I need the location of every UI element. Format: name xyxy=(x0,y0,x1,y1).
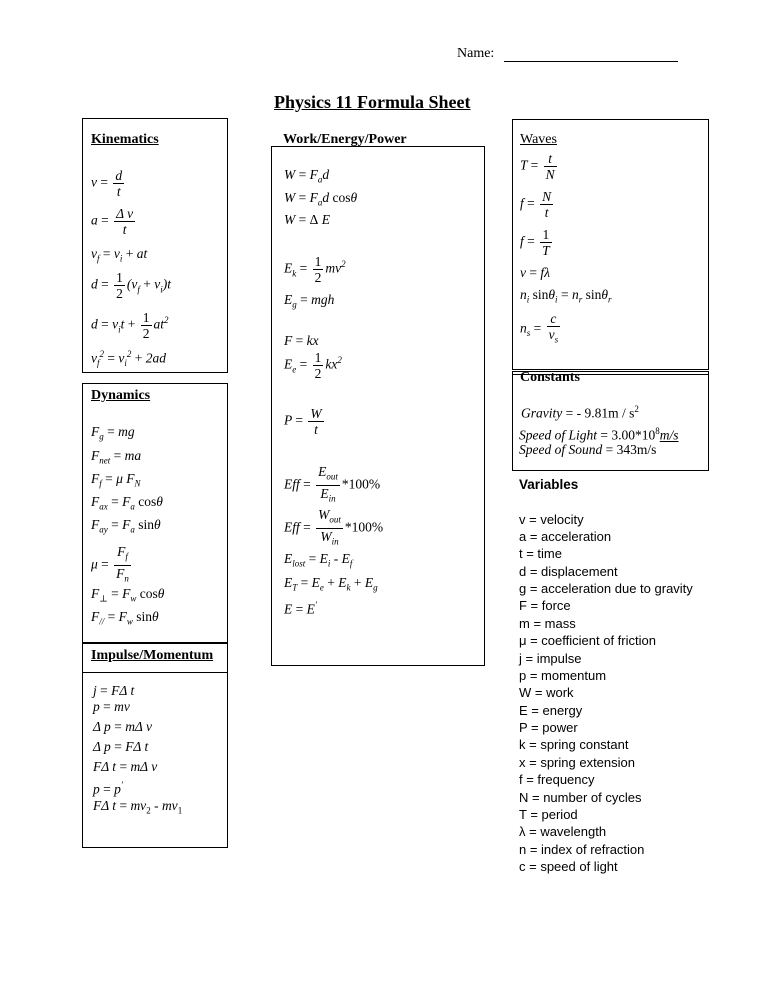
name-field xyxy=(457,46,494,62)
eq-frequency-cycles: f = $\frac{N}{t}$ xyxy=(520,189,552,220)
variable-item: j = impulse xyxy=(519,651,582,666)
eq-snells-law: $n_i$ $\sin\theta_i = n_r$ sinθ$_r$ xyxy=(520,287,612,305)
eq-spring-force: F = kx xyxy=(284,333,319,348)
eq-work-angle: $W = F_ad$ cosθ xyxy=(284,190,358,208)
eq-net-force: $F_{net}$ = ma xyxy=(91,448,142,466)
eq-work-energy: W = Δ E xyxy=(284,212,330,227)
constant-gravity: Gravity = - $9.81m / s^2$ xyxy=(521,404,639,421)
variable-item: k = spring constant xyxy=(519,737,629,752)
eq-force-y: $F_{ay} = F_a$ sinθ xyxy=(91,517,161,535)
variable-item: m = mass xyxy=(519,616,576,631)
eq-friction-coefficient: μ = $\frac{F_f}{F_n}$ xyxy=(91,544,129,584)
eq-acceleration: a = $\frac{\text{Δ v}}{t}$ xyxy=(91,206,134,237)
variable-item: d = displacement xyxy=(519,564,618,579)
work-energy-heading: Work/Energy/Power xyxy=(283,132,407,147)
eq-kinetic-energy: $E_k$ = $\frac{1}{2}$ $mv^2$ xyxy=(284,254,346,285)
constant-light: Speed of Light = $3.00*10^8m/s$ xyxy=(519,426,679,443)
eq-momentum-impulse: Δ p = FΔ t xyxy=(93,739,149,754)
eq-perpendicular-force: $F_\perp = F_w$ cosθ xyxy=(91,586,165,604)
variable-item: g = acceleration due to gravity xyxy=(519,581,693,596)
impulse-heading: Impulse/Momentum xyxy=(91,648,214,663)
eq-displacement-avg: d = $\frac{1}{2}$ $(v_f + v_i)t$ xyxy=(91,270,172,301)
kinematics-heading: Kinematics xyxy=(91,132,159,147)
variable-item: F = force xyxy=(519,598,571,613)
eq-power: P = $\frac{W}{t}$ xyxy=(284,406,322,437)
eq-momentum: p = mv xyxy=(93,699,130,714)
variable-item: N = number of cycles xyxy=(519,790,642,805)
variable-item: μ = coefficient of friction xyxy=(519,633,656,648)
variable-item: f = frequency xyxy=(519,772,595,787)
eq-wave-speed: v = fλ xyxy=(520,265,550,280)
variable-item: W = work xyxy=(519,685,574,700)
variable-item: P = power xyxy=(519,720,578,735)
eq-velocity: v = $\frac{d}{t}$ xyxy=(91,168,123,199)
variables-heading: Variables xyxy=(519,477,579,492)
page-title: Physics 11 Formula Sheet xyxy=(274,92,471,112)
variable-item: p = momentum xyxy=(519,668,607,683)
dynamics-heading: Dynamics xyxy=(91,388,151,403)
constant-sound: Speed of Sound = 343m/s xyxy=(519,442,657,457)
constants-heading: Constants xyxy=(520,370,580,385)
variable-item: v = velocity xyxy=(519,512,584,527)
eq-efficiency-energy: Eff = $\frac{E_{out}}{E_{in}}$ *100% xyxy=(284,464,381,504)
variable-item: E = energy xyxy=(519,703,583,718)
eq-efficiency-work: Eff = $\frac{W_{out}}{W_{in}}$ *100% xyxy=(284,507,384,547)
variable-item: T = period xyxy=(519,807,578,822)
eq-elastic-energy: $E_e$ = $\frac{1}{2}$ $kx^2$ xyxy=(284,350,342,381)
waves-heading: Waves xyxy=(520,132,557,147)
name-line xyxy=(504,61,678,62)
variable-item: t = time xyxy=(519,546,562,561)
eq-velocity-squared: $v_f^2 = v_i^2 + 2ad$ xyxy=(91,349,167,369)
eq-momentum-change: Δ p = mΔ v xyxy=(93,719,152,734)
eq-friction: $F_f = \mu$ $F_N$ xyxy=(91,471,141,489)
eq-impulse-momentum: FΔ t = mΔ v xyxy=(93,759,158,774)
eq-gravity-force: $F_g$ = mg xyxy=(91,424,135,442)
eq-period: T = $\frac{t}{N}$ xyxy=(520,151,555,182)
name-label: Name: xyxy=(457,46,495,61)
eq-final-velocity: $v_f = v_i$ + at xyxy=(91,246,148,264)
variable-item: a = acceleration xyxy=(519,529,612,544)
variable-item: x = spring extension xyxy=(519,755,635,770)
eq-impulse-velocity: FΔ $t = mv_2 - mv_1$ xyxy=(93,798,183,816)
eq-index-refraction: $n_s$ = $\frac{c}{v_s}$ xyxy=(520,311,559,345)
eq-impulse: j = FΔ t xyxy=(93,683,135,698)
eq-momentum-conservation: p = p′ xyxy=(93,780,123,797)
eq-frequency-period: f = $\frac{1}{T}$ xyxy=(520,227,550,258)
eq-energy-conservation: E = E′ xyxy=(284,600,317,617)
eq-total-energy: $E_T = E_e + E_k + E_g$ xyxy=(284,575,378,593)
variable-item: λ = wavelength xyxy=(519,824,607,839)
eq-force-x: $F_{ax} = F_a$ cosθ xyxy=(91,494,163,512)
variable-item: n = index of refraction xyxy=(519,842,645,857)
variable-item: c = speed of light xyxy=(519,859,618,874)
impulse-divider xyxy=(82,672,228,673)
eq-gravitational-energy: $E_g$ = mgh xyxy=(284,292,335,310)
eq-energy-lost: $E_{lost} = E_i - E_f$ xyxy=(284,551,353,569)
eq-work: $W = F_ad$ xyxy=(284,167,330,185)
eq-displacement-accel: $d = v_it$ + $\frac{1}{2}$ $at^2$ xyxy=(91,310,169,341)
eq-parallel-force: $F_{//} = F_w$ sinθ xyxy=(91,609,159,627)
